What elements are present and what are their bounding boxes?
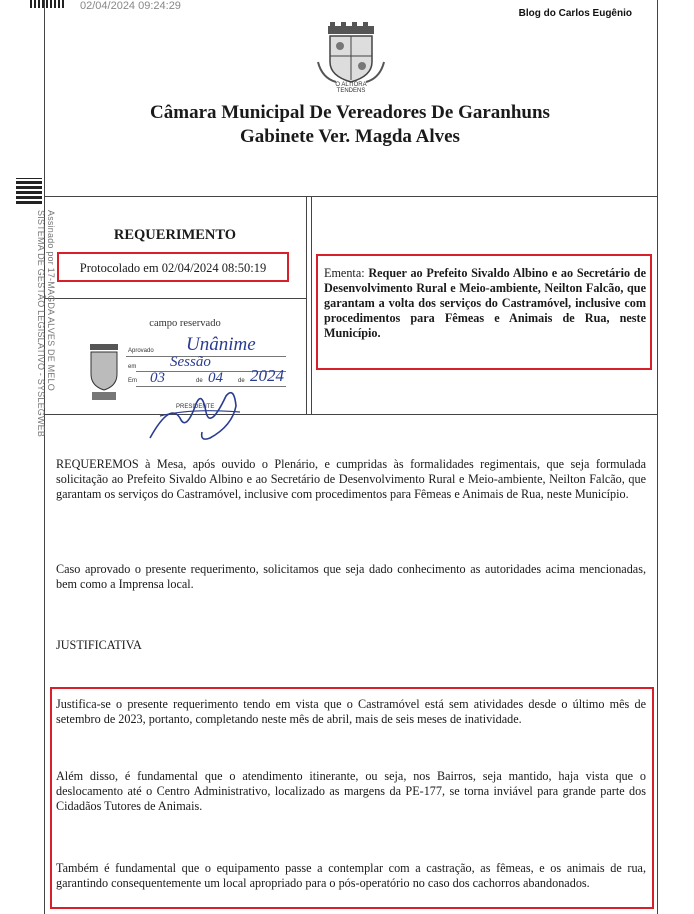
crest-motto: O ALTIORA TENDENS [335, 82, 367, 94]
title-line-1: Câmara Municipal De Vereadores De Garanhuns [150, 102, 550, 123]
blog-watermark: Blog do Carlos Eugênio [518, 8, 632, 19]
reserved-label: campo reservado [149, 318, 221, 329]
hand-year: 2024 [250, 366, 284, 385]
title-line-2: Gabinete Ver. Magda Alves [240, 126, 460, 147]
justification-paragraph-3: Também é fundamental que o equipamento passe a contemplar com a castração, as fêmeas, e os animais de rua, garantindo consequentemente um local apropriado para o pós-operatório no caso dos cachorros abandonados. [56, 861, 646, 890]
side-signature-text: Assinado por 17-MAGDA ALVES DE MELO SISTEMA DE GESTÃO LEGISLATIVO - SYSLEGWEB [36, 210, 56, 438]
stamp-de2: de [238, 378, 245, 384]
hand-approved: Unânime [186, 334, 256, 355]
stamp-em: em [128, 364, 137, 370]
paragraph-request: REQUEREMOS à Mesa, após ouvido o Plenário, e cumpridas às formalidades regimentais, que seja formulada solicitação ao Prefeito Sivaldo Albino e ao Secretário de Desenvolvimento Rural e Meio-ambiente, Neilton Falcão, que garantam os serviços do Castramóvel, inclusive com procedimentos para Fêmeas e Animais de Rua, neste Município. [56, 457, 646, 501]
stamp-de: de [196, 378, 203, 384]
protocol-text: Protocolado em 02/04/2024 08:50:19 [79, 261, 267, 275]
handwritten-signature-icon [140, 382, 250, 444]
frame-left [44, 0, 45, 914]
center-divider [306, 196, 307, 414]
justification-paragraph-1: Justifica-se o presente requerimento tendo em vista que o Castramóvel está sem atividades desde o último mês de setembro de 2023, portanto, completando neste mês de abril, mais de seis meses de inatividade. [56, 697, 646, 726]
justification-paragraph-2: Além disso, é fundamental que o atendimento itinerante, ou seja, nos Bairros, seja mantido, haja vista que o deslocamento até o Centro Administrativo, localizado as margens da PE-177, se torna inviável para grande parte dos Cidadãos Tutores de Animais. [56, 769, 646, 813]
center-divider-2 [311, 196, 312, 414]
small-qr-code [30, 0, 64, 8]
stamp-em2: Em [128, 378, 137, 384]
stamp-crest-icon [86, 340, 122, 404]
ementa-highlight [316, 254, 652, 370]
paragraph-approval: Caso aprovado o presente requerimento, solicitamos que seja dado conhecimento as autoridades acima mencionadas, bem como a Imprensa local. [56, 562, 646, 591]
requerimento-title: REQUERIMENTO [113, 227, 237, 243]
protocol-highlight [57, 252, 289, 282]
left-col-divider [44, 298, 306, 299]
side-qr-code [16, 178, 42, 204]
timestamp: 02/04/2024 09:24:29 [80, 0, 181, 12]
frame-right [657, 0, 658, 196]
stamp-approved: Aprovado [128, 348, 154, 354]
hand-month: 04 [208, 370, 223, 386]
ementa-label: Ementa: [324, 266, 365, 280]
frame-right-lower [657, 196, 658, 914]
stamp-bottom [44, 414, 658, 415]
stamp-president: PRESIDENTE [176, 404, 215, 410]
ementa-block [324, 266, 646, 341]
ementa-text: Requer ao Prefeito Sivaldo Albino e ao Secretário de Desenvolvimento Rural e Meio-ambiente, Neilton Falcão, que garantam a volta dos serviços do Castramóvel, inclusive com procedimentos para Fêmeas e Animais de Rua, neste Município. [324, 266, 646, 340]
justificativa-heading: JUSTIFICATIVA [56, 638, 142, 652]
municipal-crest-icon [316, 22, 386, 86]
hand-session: Sessão [170, 354, 211, 370]
hand-day: 03 [150, 370, 165, 386]
header-divider [44, 196, 658, 197]
